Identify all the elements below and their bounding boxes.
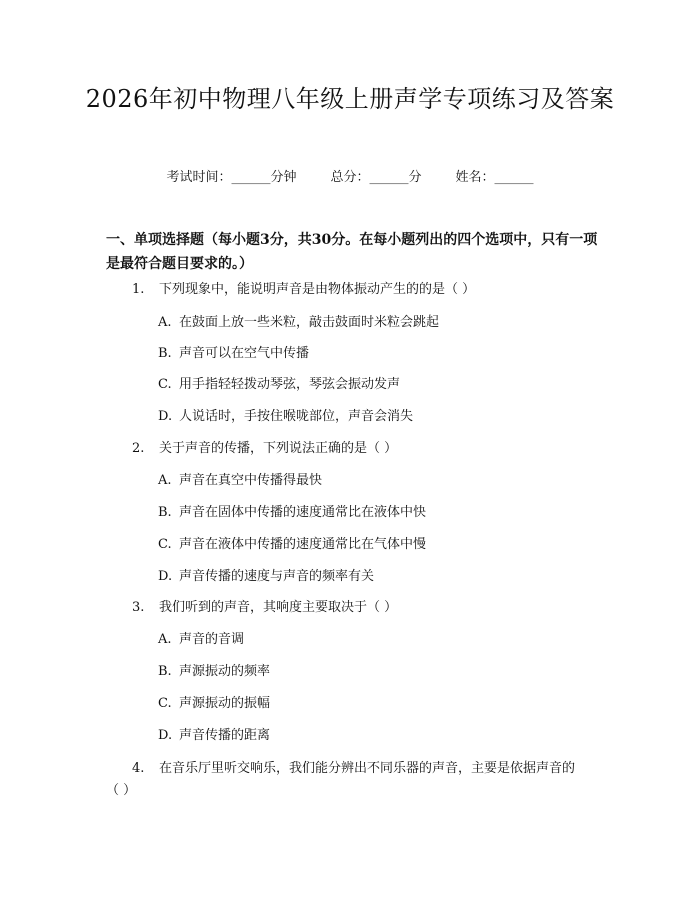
- option-text: 人说话时，手按住喉咙部位，声音会消失: [179, 409, 414, 424]
- option-text: 声音在固体中传播的速度通常比在液体中快: [179, 505, 427, 520]
- option-letter: D.: [158, 569, 173, 584]
- total-score-label: 总分：______分: [330, 170, 422, 185]
- option-text: 声音可以在空气中传播: [179, 346, 310, 361]
- question-stem-line-1: 在音乐厅里听交响乐，我们能分辨出不同乐器的声音，主要是依据声音的: [159, 761, 576, 776]
- option-1b: [158, 343, 598, 365]
- exam-time-label: 考试时间：______分钟: [166, 170, 297, 185]
- option-text: 声音传播的距离: [179, 728, 271, 743]
- option-text: 声音在液体中传播的速度通常比在气体中慢: [179, 537, 427, 552]
- student-name-label: 姓名：______: [455, 170, 534, 185]
- option-3d: [158, 725, 598, 747]
- question-stem: 我们听到的声音，其响度主要取决于（ ）: [159, 600, 398, 615]
- option-2c: [158, 534, 598, 556]
- option-3a: [158, 629, 598, 651]
- option-letter: B.: [158, 346, 172, 361]
- question-2: [106, 438, 606, 460]
- option-2d: [158, 566, 598, 588]
- option-text: 声音在真空中传播得最快: [179, 473, 323, 488]
- option-letter: C.: [158, 537, 172, 552]
- option-text: 用手指轻轻拨动琴弦，琴弦会振动发声: [179, 377, 401, 392]
- option-text: 声音的音调: [179, 632, 245, 647]
- option-2b: [158, 502, 598, 524]
- option-letter: A.: [158, 632, 172, 647]
- section-heading: 一、单项选择题（每小题3分，共30分。在每小题列出的四个选项中，只有一项是最符合题目要求的。）: [106, 232, 598, 272]
- option-text: 声源振动的频率: [179, 664, 271, 679]
- question-number: 3.: [132, 600, 145, 615]
- option-1a: [158, 312, 598, 334]
- option-letter: D.: [158, 409, 173, 424]
- option-letter: A.: [158, 315, 172, 330]
- question-number: 2.: [132, 441, 145, 456]
- option-letter: B.: [158, 664, 172, 679]
- question-number: 1.: [132, 282, 145, 297]
- question-stem: 关于声音的传播，下列说法正确的是（ ）: [159, 441, 398, 456]
- option-letter: A.: [158, 473, 172, 488]
- option-3c: [158, 693, 598, 715]
- option-letter: C.: [158, 696, 172, 711]
- option-letter: B.: [158, 505, 172, 520]
- option-1d: [158, 406, 598, 428]
- option-2a: [158, 470, 598, 492]
- page-title: 2026年初中物理八年级上册声学专项练习及答案: [85, 85, 615, 113]
- question-3: [106, 597, 606, 619]
- option-letter: D.: [158, 728, 173, 743]
- option-letter: C.: [158, 377, 172, 392]
- exam-info-line: [0, 168, 700, 188]
- question-stem-line-2: （ ）: [106, 783, 137, 798]
- question-4: [106, 758, 616, 802]
- question-1: [106, 279, 606, 301]
- option-1c: [158, 374, 598, 396]
- question-number: 4.: [132, 761, 145, 776]
- option-text: 声音传播的速度与声音的频率有关: [179, 569, 375, 584]
- option-text: 声源振动的振幅: [179, 696, 271, 711]
- option-3b: [158, 661, 598, 683]
- question-stem: 下列现象中，能说明声音是由物体振动产生的的是（ ）: [159, 282, 476, 297]
- option-text: 在鼓面上放一些米粒，敲击鼓面时米粒会跳起: [179, 315, 440, 330]
